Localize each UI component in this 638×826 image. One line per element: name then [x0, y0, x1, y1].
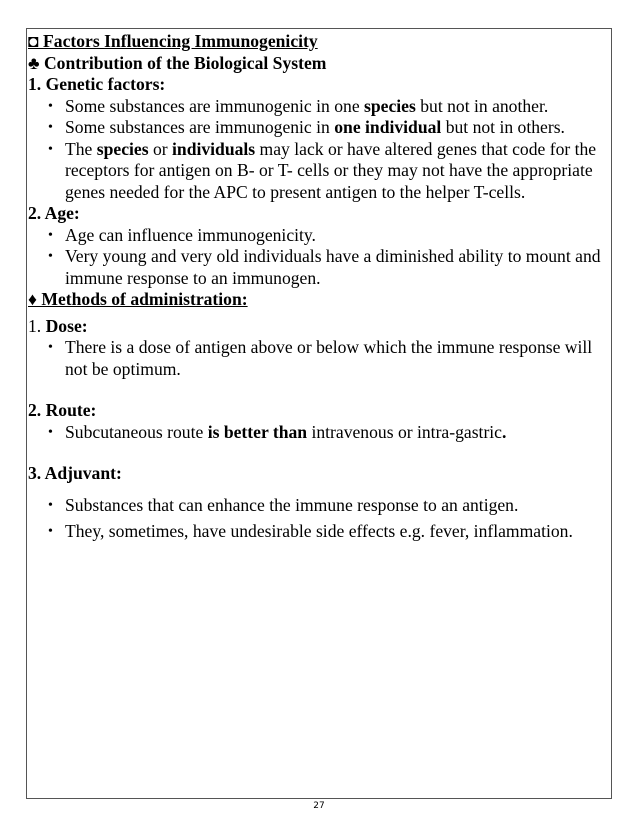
bold-text-span: species: [364, 95, 416, 116]
adjuvant-heading: 3. Adjuvant:: [28, 463, 122, 483]
age-heading: 2. Age:: [28, 203, 80, 223]
text-span: They, sometimes, have undesirable side effects e.g. fever, inflammation.: [65, 521, 573, 541]
bullet-icon: •: [48, 141, 53, 157]
document-body: [28, 31, 611, 543]
text-span: Some substances are immunogenic in one: [65, 95, 365, 116]
dose-number: 1.: [28, 315, 46, 336]
methods-heading: ♦ Methods of administration:: [28, 289, 248, 309]
genetic-factors-heading: 1. Genetic factors:: [28, 74, 166, 94]
text-span: Substances that can enhance the immune response to an antigen.: [65, 494, 519, 515]
list-item: [28, 246, 610, 289]
genetic-factors-list: [28, 96, 611, 204]
list-item: [28, 117, 611, 139]
dose-label: Dose:: [45, 315, 88, 336]
list-item: [28, 225, 611, 247]
text-span: but not in another.: [415, 95, 549, 116]
text-span: or: [148, 138, 173, 159]
text-span: There is a dose of antigen above or below which the immune response will not be optimum.: [65, 337, 593, 379]
bullet-icon: •: [48, 98, 53, 114]
list-item: [28, 495, 611, 517]
list-item: [28, 139, 600, 204]
bold-text-span: .: [502, 421, 507, 442]
bullet-icon: •: [48, 424, 53, 440]
bold-text-span: is better than: [207, 421, 308, 442]
text-span: intravenous or intra-gastric: [307, 421, 502, 442]
bullet-icon: •: [48, 227, 53, 243]
list-item: [28, 96, 611, 118]
list-item: [28, 521, 611, 543]
route-heading: 2. Route:: [28, 400, 97, 420]
dose-list: [28, 337, 611, 380]
text-span: The: [65, 138, 97, 159]
dose-heading: [28, 316, 611, 338]
text-span: Age can influence immunogenicity.: [65, 224, 316, 245]
text-span: Some substances are immunogenic in: [65, 117, 335, 137]
adjuvant-list: [28, 495, 611, 543]
section-biological-heading: ♣ Contribution of the Biological System: [28, 52, 327, 73]
text-span: but not in others.: [441, 117, 565, 137]
bold-text-span: one individual: [334, 117, 442, 137]
list-item: [28, 337, 605, 380]
bullet-icon: •: [48, 120, 53, 135]
route-list: [28, 422, 611, 444]
bullet-icon: •: [48, 524, 53, 539]
text-span: Subcutaneous route: [65, 421, 208, 442]
bold-text-span: species: [96, 138, 149, 159]
bullet-icon: •: [48, 340, 53, 355]
age-list: [28, 225, 611, 290]
bold-text-span: individuals: [172, 138, 256, 159]
list-item: [28, 422, 611, 444]
bullet-icon: •: [48, 249, 53, 264]
page-title: ◘ Factors Influencing Immunogenicity: [28, 31, 318, 51]
text-span: Very young and very old individuals have a diminished ability to mount and immune response to an immunogen.: [65, 246, 601, 288]
bullet-icon: •: [48, 497, 53, 513]
page-number: 27: [313, 801, 325, 811]
text-span: may lack or have altered genes that code for the receptors for antigen on B- or T- cells or they may not have the appropriate genes needed for the APC to present antigen to the helper T-cells.: [65, 138, 597, 202]
